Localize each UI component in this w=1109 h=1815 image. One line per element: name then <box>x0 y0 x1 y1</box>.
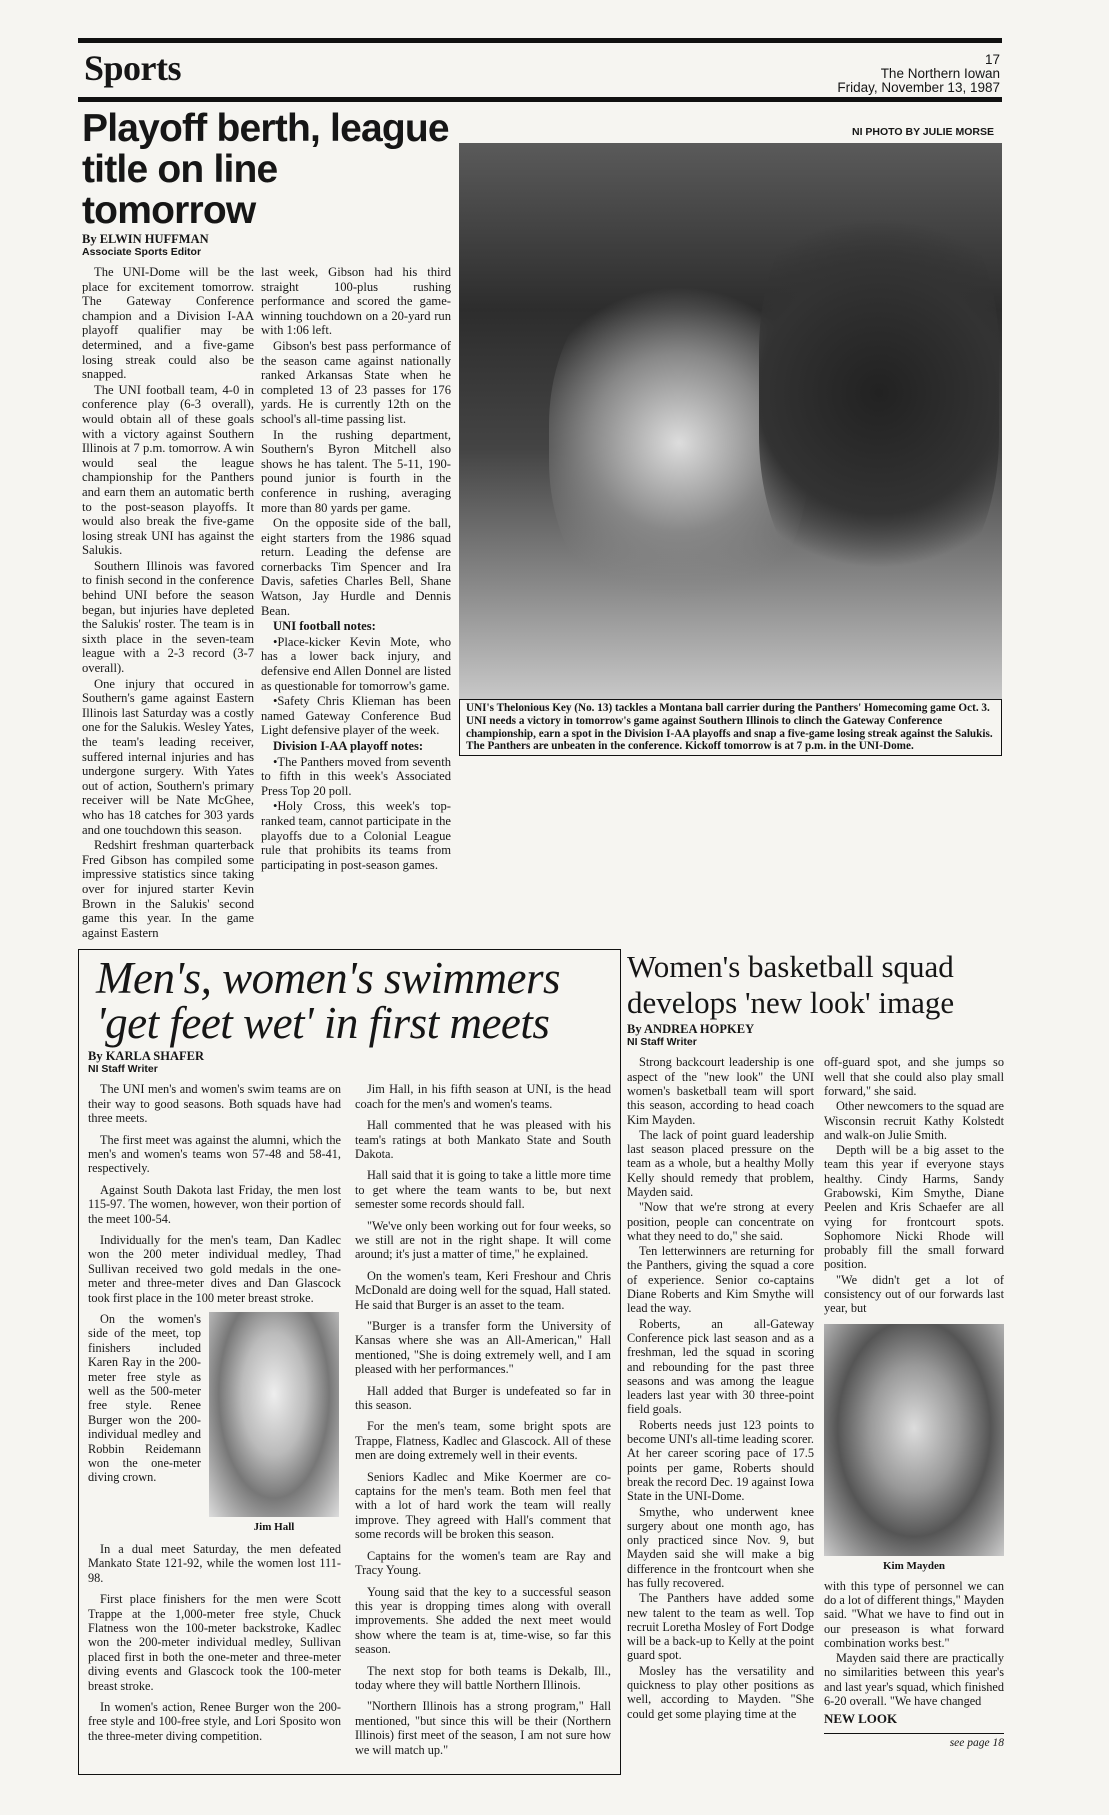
football-photo <box>459 143 1002 699</box>
jim-hall-figure <box>209 1312 339 1534</box>
section-title: Sports <box>84 48 182 88</box>
swim-columns <box>88 1082 612 1764</box>
swim-col-1: The UNI men's and women's swim teams are on their way to good seasons. Both squads have had three meets. The first meet was against the alumni, which the men's and women's teams won 57-48 and 58-41, respectively. Against South Dakota last Friday, the men lost 115-97. The women, however, won their portion of the meet 100-54. Individually for the men's team, Dan Kadlec won the 200 meter individual medley, Thad Sullivan received two gold medals in the one-meter and three-meter dives and Dan Glascock took first place in the 100 meter breast stroke. On the women's side of the meet, top finishers included Karen Ray in the 200-meter free style as well as the 500-meter free style. Renee Burger won the 200-individual medley and Robbin Reidemann won the one-meter diving crown. Jim Hall In a dual meet Saturday, the men defeated Mankato State 121-92, while the women lost 111-98. First place finishers for the men were Scott Trappe at the 1,000-meter free style, Chuck Flatness won the 100-meter backstroke, Kadlec won the 200-meter individual medley, Sullivan placed first in both the one-meter and three-meter diving events and Glascock took the 100-meter breast stroke. In women's action, Renee Burger won the 200-free style and 100-free style, and Lori Sposito won the three-meter diving competition. <box>88 1082 341 1743</box>
masthead-info <box>837 47 1000 95</box>
header-rule <box>78 97 1002 102</box>
page-number: 17 <box>984 52 1000 67</box>
kim-mayden-photo <box>824 1324 1004 1556</box>
football-text <box>78 108 453 941</box>
swim-headline: Men's, women's swimmers 'get feet wet' in first meets <box>96 953 560 1049</box>
jump-link[interactable]: see page 18 <box>949 1736 1004 1749</box>
bball-col-1: Strong backcourt leadership is one aspect of the "new look" the UNI women's basketball team will sport this season, according to head coach Kim Mayden. The lack of point guard leadership last season placed pressure on the team as a whole, but a healthy Molly Kelly should remedy that problem, Mayden said. "Now that we're strong at every position, people can concentrate on what they need to do," she said. Ten letterwinners are returning for the Panthers, giving the squad a core of experience. Senior co-captains Diane Roberts and Kim Smythe will lead the way. Roberts, an all-Gateway Conference pick last season and as a freshman, led the squad in scoring and rebounding for the past three seasons and was among the league leaders last year with 30 three-point field goals. Roberts needs just 123 points to become UNI's all-time leading scorer. At her career scoring pace of 17.5 points per game, Roberts should break the record Dec. 19 against Iowa State in the UNI-Dome. Smythe, who underwent knee surgery about one month ago, has only practiced since Nov. 9, but Mayden said she will make a big difference in the frontcourt when she has fully recovered. The Panthers have added some new talent to the team as well. Top recruit Loretha Mosley of Fort Dodge will be a back-up to Kelly at the point guard spot. Mosley has the versatility and quickness to play other positions as well, according to Mayden. "She could get some playing time at the <box>627 1055 814 1721</box>
jim-hall-photo <box>209 1312 339 1517</box>
photo-credit: NI PHOTO BY JULIE MORSE <box>852 126 994 138</box>
masthead <box>78 43 1002 97</box>
bball-col-2: off-guard spot, and she jumps so well that she could also play small forward," she said. Other newcomers to the squad are Wisconsin recruit Kathy Kolstedt and walk-on Julie Smith. Depth will be a big asset to the team this year if everyone stays healthy. Cindy Harms, Sandy Grabowski, Kim Smythe, Diane Peelen and Kris Schaefer are all vying for frontcourt spots. Sophomore Nicki Rhode will probably fill the small forward position. "We didn't get a lot of consistency out of our forwards last year, but Kim Mayden with this type of personnel we can do a lot of different things," Mayden said. "What we have to find out in our preseason is what forward combination works best." Mayden said there are practically no similarities between this year's and last year's squad, which finished 6-20 overall. "We have changed NEW LOOK see page 18 <box>824 1055 1004 1749</box>
bottom-section <box>78 949 1002 1775</box>
bball-byline: By ANDREA HOPKEY NI Staff Writer <box>627 1022 755 1049</box>
bball-headline: Women's basketball squad develops 'new look' image <box>627 949 955 1021</box>
football-photo-block <box>459 108 1002 941</box>
football-col-2: last week, Gibson had his third straight 100-plus rushing performance and scored the game-winning touchdown on a 20-yard run with 1:06 left. Gibson's best pass performance of the season came against nationally ranked Arkansas State when he completed 13 of 23 passes for 176 yards. He is currently 12th on the school's all-time passing list. In the rushing department, Southern's Byron Mitchell also shows he has talent. The 5-11, 190-pound junior is fourth in the conference in rushing, averaging more than 80 yards per game. On the opposite side of the ball, eight starters from the 1986 squad return. Leading the defense are cornerbacks Tim Spencer and Ira Davis, safeties Charles Bell, Shane Watson, Jay Hurdle and Dennis Bean. UNI football notes: •Place-kicker Kevin Mote, who has a lower back injury, and defensive end Allen Donnel are listed as questionable for tomorrow's game. •Safety Chris Klieman has been named Gateway Conference Bud Light defensive player of the week. Division I-AA playoff notes: •The Panthers moved from seventh to fifth in this week's Associated Press Top 20 poll. •Holy Cross, this week's top-ranked team, cannot participate in the playoffs due to a Colonial League rule that prohibits its teams from participating in post-season games. <box>261 265 451 872</box>
player-figure <box>759 183 999 603</box>
paper-name: The Northern Iowan <box>880 66 1000 81</box>
swim-inline-figure <box>88 1312 341 1534</box>
football-columns <box>82 265 453 941</box>
football-col-1: The UNI-Dome will be the place for excitement tomorrow. The Gateway Conference champion and a Division I-AA playoff qualifier may be determined, and a five-game losing streak could also be snapped. The UNI football team, 4-0 in conference play (6-3 overall), would obtain all of these goals with a victory against Southern Illinois at 7 p.m. tomorrow. A win would seal the league championship for the Panthers and earn them an automatic berth to the post-season playoffs. It would also break the five-game losing streak UNI has against the Salukis. Southern Illinois was favored to finish second in the conference behind UNI before the season began, but injuries have depleted the Salukis' roster. The team is in sixth place in the seven-team league with a 2-3 record (3-7 overall). One injury that occured in Southern's game against Eastern Illinois last Saturday was a costly one for the Salukis. Wesley Yates, the team's leading receiver, suffered internal injuries and has undergone surgery. With Yates out of action, Southern's primary receiver will be Nate McGhee, who has 18 catches for 303 yards and one touchdown this season. Redshirt freshman quarterback Fred Gibson has compiled some impressive statistics since taking over for injured starter Kevin Brown in the Salukis' second game this year. In the game against Eastern <box>82 265 254 940</box>
swim-byline: By KARLA SHAFER NI Staff Writer <box>88 1049 204 1076</box>
football-byline: By ELWIN HUFFMAN Associate Sports Editor <box>82 232 209 258</box>
swim-col-2: Jim Hall, in his fifth season at UNI, is the head coach for the men's and women's teams. Hall commented that he was pleased with his team's ratings at both Mankato State and South Dakota. Hall said that it is going to take a little more time to get where the team wants to be, but next semester some records should fall. "We've only been working out for four weeks, so we still are not in the right shape. It will come around; it's just a matter of time," he explained. On the women's team, Keri Freshour and Chris McDonald are doing well for the squad, Hall stated. He said that Burger is an asset to the team. "Burger is a transfer form the University of Kansas where she was an All-American," Hall mentioned, "She is doing extremely well, and I am pleased with her performances." Hall added that Burger is undefeated so far in this season. For the men's team, some bright spots are Trappe, Flatness, Kadlec and Glascock. All of these men are doing extremely well in their events. Seniors Kadlec and Mike Koermer are co-captains for the men's team. Both men feel that with a lot of hard work the team will really improve. They agreed with Hall's comment that some records will be broken this season. Captains for the women's team are Ray and Tracy Young. Young said that the key to a successful season this year is dropping times along with overall improvements. She added the next meet would show where the team is at, time-wise, so far this season. The next stop for both teams is Dekalb, Ill., today where they will battle Northern Illinois. "Northern Illinois has a strong program," Hall mentioned, "but since this will be their (Northern Illinois) first meet of the season, I am not sure how we will match up." <box>355 1082 611 1757</box>
swim-article-box <box>78 949 621 1775</box>
bball-article <box>627 949 1007 1750</box>
swim-narrow-col: On the women's side of the meet, top finishers included Karen Ray in the 200-meter free style as well as the 500-meter free style. Renee Burger won the 200-individual medley and Robbin Reidemann won the one-meter diving crown. <box>88 1312 201 1485</box>
jim-hall-caption: Jim Hall <box>253 1521 295 1533</box>
bball-columns <box>627 1055 1007 1750</box>
jump-head: NEW LOOK <box>824 1711 898 1727</box>
football-photo-caption: UNI's Thelonious Key (No. 13) tackles a Montana ball carrier during the Panthers' Homecoming game Oct. 3. UNI needs a victory in tomorrow's game against Southern Illinois to clinch the Gateway Conference championship, earn a spot in the Division I-AA playoffs and snap a five-game losing streak against the Salukis. The Panthers are unbeaten in the conference. Kickoff tomorrow is at 7 p.m. in the UNI-Dome. <box>459 699 1002 756</box>
kim-mayden-figure <box>824 1324 1004 1573</box>
kim-mayden-caption: Kim Mayden <box>882 1559 946 1572</box>
football-headline: Playoff berth, league title on line tomorrow <box>82 107 449 232</box>
jump-rule <box>824 1733 1004 1750</box>
football-article <box>78 108 1002 941</box>
issue-date: Friday, November 13, 1987 <box>837 80 1000 95</box>
